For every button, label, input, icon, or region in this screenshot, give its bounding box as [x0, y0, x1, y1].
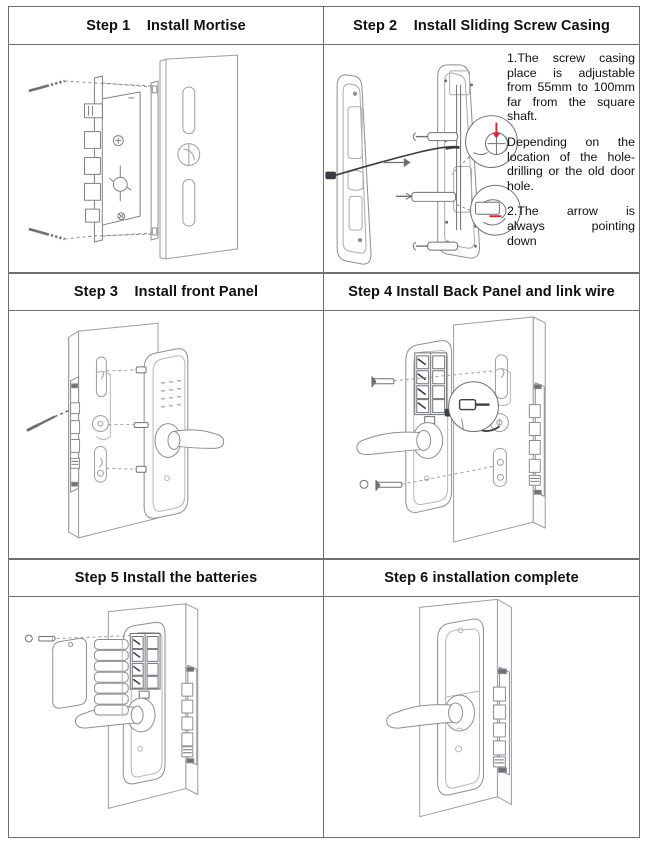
note-3-a: 2.The — [507, 204, 539, 219]
art-row-3 — [9, 597, 639, 837]
step-5-illustration-cell — [9, 597, 324, 837]
back-panel — [357, 341, 452, 513]
front-panel — [144, 349, 223, 518]
step-2-header-cell — [324, 7, 639, 44]
header-row-3 — [9, 559, 639, 597]
note-3-e: pointing — [591, 218, 635, 233]
battery-cover — [53, 638, 87, 708]
step-2-illustration-cell — [324, 45, 639, 272]
mortise-body — [85, 76, 141, 242]
note-1-line-4: 100mm far from the — [507, 80, 635, 109]
note-3-d: always — [507, 218, 545, 233]
note-1-line-1: 1.The screw casing — [507, 51, 635, 65]
battery-compartment — [130, 634, 160, 699]
step-2-notes — [507, 51, 635, 248]
step-6-illustration-cell — [324, 597, 639, 837]
step-6-header-text: Step 6 installation complete — [384, 570, 579, 586]
aa-batteries — [94, 639, 128, 715]
step-1-drawing — [9, 45, 323, 272]
battery-compartment — [415, 353, 447, 424]
note-3-line-3: down — [507, 233, 537, 248]
back-mounting-plate — [438, 65, 480, 258]
step-2-header-text: Step 2 Install Sliding Screw Casing — [353, 17, 610, 34]
note-3 — [507, 204, 635, 248]
step-3-header-text: Step 3 Install front Panel — [73, 284, 259, 300]
step-6-drawing — [324, 597, 639, 837]
cover-screw — [25, 635, 55, 642]
step-4-illustration-cell — [324, 311, 639, 558]
step-4-drawing — [324, 311, 639, 558]
step-3-header-cell — [9, 274, 324, 310]
note-2-line-2: location of the — [507, 149, 598, 164]
step-6-header-cell — [324, 560, 639, 596]
step-5-drawing — [9, 597, 323, 837]
note-3-c: is — [626, 204, 635, 219]
art-row-1 — [9, 45, 639, 273]
note-2-line-4: door hole. — [507, 164, 635, 193]
step-3-drawing — [9, 311, 323, 558]
step-4-header-text: Step 4 Install Back Panel and link wire — [348, 284, 615, 300]
lever-handle — [357, 423, 443, 459]
note-2-line-3: hole-drilling or the old — [507, 149, 635, 179]
step-1-header-text: Step 1 Install Mortise — [86, 17, 246, 34]
mounting-screws — [29, 81, 65, 239]
note-3-b: arrow — [566, 204, 598, 219]
step-5-header-text: Step 5 Install the batteries — [74, 570, 258, 586]
art-row-2 — [9, 311, 639, 559]
step-1-illustration-cell — [9, 45, 324, 272]
step-1-header-cell — [9, 7, 324, 44]
door-edge-faceplate — [71, 377, 80, 492]
note-2 — [507, 135, 635, 193]
note-1-line-5: square shaft. — [507, 94, 635, 124]
step-3-illustration-cell — [9, 311, 324, 558]
header-row-2 — [9, 273, 639, 311]
step-4-header-cell — [324, 274, 639, 310]
note-2-line-1: Depending on the — [507, 134, 635, 149]
steps-grid — [8, 6, 640, 838]
screwdriver — [27, 411, 69, 431]
header-row-1 — [9, 7, 639, 45]
lever-handle — [155, 424, 224, 458]
note-1 — [507, 51, 635, 124]
note-1-line-3: from 55mm to — [507, 80, 588, 95]
note-3-line-1 — [507, 204, 635, 219]
note-3-line-2 — [507, 219, 635, 234]
wire-connection-callout — [449, 382, 499, 432]
mortise-faceplate — [151, 81, 158, 240]
step-5-header-cell — [9, 560, 324, 596]
note-1-line-2: place is adjustable — [507, 65, 635, 80]
